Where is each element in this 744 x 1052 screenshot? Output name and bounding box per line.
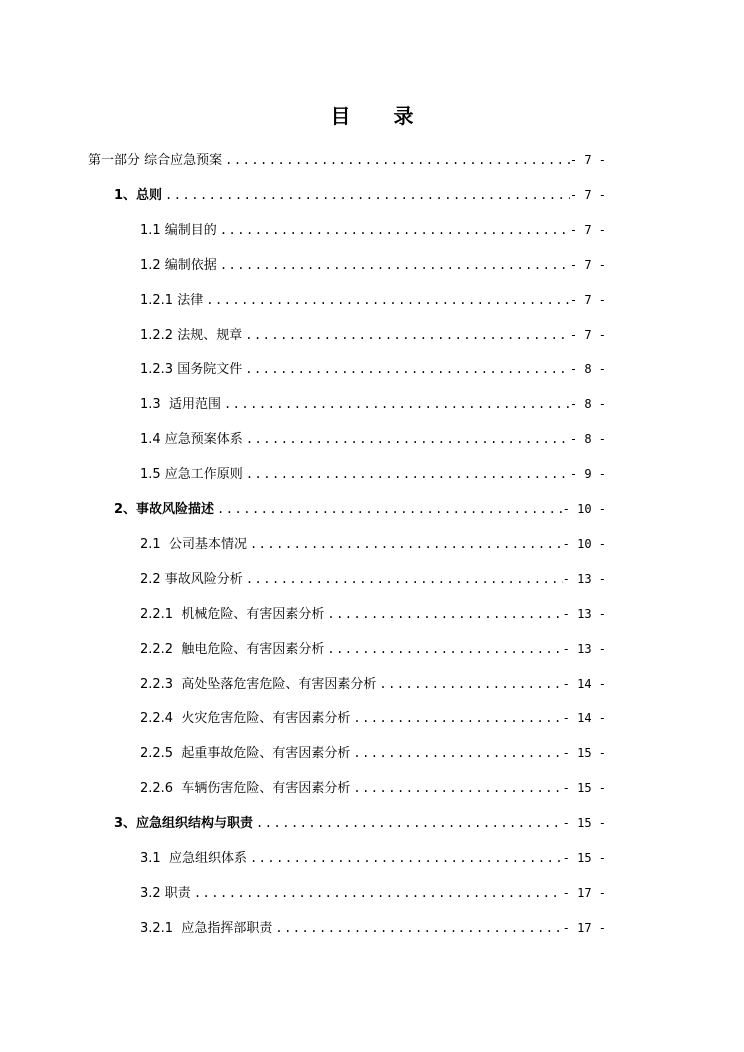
toc-leader-dots: [217, 220, 570, 240]
toc-leader-dots: [214, 499, 563, 519]
toc-entry[interactable]: [140, 743, 606, 763]
toc-entry[interactable]: [140, 708, 606, 728]
toc-entry[interactable]: [140, 394, 606, 414]
toc-entry-page: - 13 -: [562, 571, 606, 586]
toc-entry[interactable]: [140, 534, 606, 554]
toc-entry-label: 3、应急组织结构与职责: [114, 816, 254, 832]
toc-leader-dots: [243, 464, 570, 484]
toc-entry-label: 2.2.6 车辆伤害危险、有害因素分析: [140, 781, 351, 797]
toc-leader-dots: [222, 150, 570, 170]
toc-entry[interactable]: [140, 918, 606, 938]
toc-entry[interactable]: [140, 429, 606, 449]
toc-entry-label: 1.2 编制依据: [140, 257, 217, 273]
toc-entry[interactable]: [140, 220, 606, 240]
toc-entry-page: - 10 -: [562, 536, 606, 551]
toc-entry-label: 1.5 应急工作原则: [140, 467, 243, 483]
toc-entry-page: - 13 -: [562, 641, 606, 656]
toc-entry-label: 2.1 公司基本情况: [140, 536, 247, 552]
toc-entry-label: 3.1 应急组织体系: [140, 851, 247, 866]
toc-leader-dots: [162, 185, 570, 205]
toc-entry-label: 2.2.3 高处坠落危害危险、有害因素分析: [140, 676, 377, 692]
toc-entry-page: - 7 -: [569, 222, 606, 237]
toc-entry-label: 1.3 适用范围: [140, 397, 221, 413]
toc-entry-page: - 8 -: [569, 362, 606, 377]
toc-leader-dots: [191, 883, 563, 903]
toc-entry-page: - 17 -: [562, 920, 606, 935]
toc-entry[interactable]: [88, 150, 606, 170]
toc-entry-label: 2.2 事故风险分析: [140, 571, 243, 587]
toc-entry-label: 1、总则: [114, 187, 163, 203]
toc-leader-dots: [243, 429, 570, 449]
toc-leader-dots: [350, 778, 562, 798]
toc-entry-page: - 7 -: [569, 187, 606, 202]
toc-entry[interactable]: [140, 359, 606, 379]
toc-entry-label: 1.2.3 国务院文件: [140, 362, 243, 378]
toc-leader-dots: [272, 918, 562, 938]
toc-entry[interactable]: [140, 639, 606, 659]
toc-entry-page: - 10 -: [562, 502, 606, 516]
toc-leader-dots: [217, 255, 570, 275]
toc-leader-dots: [242, 325, 570, 345]
toc-leader-dots: [253, 813, 563, 833]
toc-entry[interactable]: [140, 464, 606, 484]
toc-entry-page: - 15 -: [562, 746, 606, 761]
toc-entry-page: - 9 -: [569, 467, 606, 482]
toc-entry-page: - 15 -: [562, 851, 606, 865]
toc-leader-dots: [350, 743, 562, 763]
toc-entry-page: - 7 -: [569, 153, 606, 167]
toc-entry-label: 1.2.1 法律: [140, 292, 204, 308]
toc-leader-dots: [247, 534, 563, 554]
toc-entry-label: 第一部分 综合应急预案: [88, 153, 223, 168]
toc-entry[interactable]: [140, 604, 606, 624]
toc-leader-dots: [324, 639, 562, 659]
toc-title: 目 录: [330, 104, 432, 128]
toc-entry-label: 1.2.2 法规、规章: [140, 327, 243, 343]
toc-entry[interactable]: [140, 674, 606, 694]
toc-entry[interactable]: [114, 813, 606, 833]
toc-leader-dots: [324, 604, 562, 624]
toc-leader-dots: [243, 569, 563, 589]
toc-entry[interactable]: [140, 325, 606, 345]
toc-leader-dots: [203, 290, 570, 310]
toc-entry[interactable]: [140, 883, 606, 903]
toc-entry-page: - 7 -: [569, 292, 606, 307]
toc-entry-page: - 8 -: [569, 397, 606, 412]
toc-entry-page: - 14 -: [562, 711, 606, 726]
toc-entry-label: 2.2.2 触电危险、有害因素分析: [140, 641, 325, 657]
toc-entry-page: - 8 -: [569, 432, 606, 447]
toc-leader-dots: [247, 848, 563, 868]
toc-entry-label: 3.2 职责: [140, 885, 191, 901]
toc-entry-label: 2.2.1 机械危险、有害因素分析: [140, 606, 325, 622]
toc-entry-label: 1.1 编制目的: [140, 222, 217, 238]
toc-entry[interactable]: [114, 499, 606, 519]
toc-entry[interactable]: [140, 848, 606, 868]
toc-entry[interactable]: [140, 255, 606, 275]
toc-entry-label: 2.2.4 火灾危害危险、有害因素分析: [140, 711, 351, 727]
toc-leader-dots: [221, 394, 570, 414]
toc-entry-label: 2.2.5 起重事故危险、有害因素分析: [140, 746, 351, 762]
toc-entry[interactable]: [140, 569, 606, 589]
toc-entry[interactable]: [140, 778, 606, 798]
toc-leader-dots: [350, 708, 562, 728]
toc-entry-page: - 15 -: [562, 816, 606, 831]
toc-entry-page: - 7 -: [569, 327, 606, 342]
toc-entry-page: - 13 -: [562, 606, 606, 621]
toc-entry[interactable]: [140, 290, 606, 310]
toc-entry[interactable]: [114, 185, 606, 205]
toc-entry-label: 3.2.1 应急指挥部职责: [140, 920, 273, 936]
toc-entry-page: - 17 -: [562, 885, 606, 900]
toc-entry-page: - 7 -: [569, 257, 606, 272]
toc-entry-label: 1.4 应急预案体系: [140, 432, 243, 448]
toc-leader-dots: [242, 359, 570, 379]
toc-entry-page: - 15 -: [562, 781, 606, 796]
toc-leader-dots: [376, 674, 562, 694]
toc-entry-label: 2、事故风险描述: [114, 502, 215, 517]
toc-entry-page: - 14 -: [562, 676, 606, 691]
